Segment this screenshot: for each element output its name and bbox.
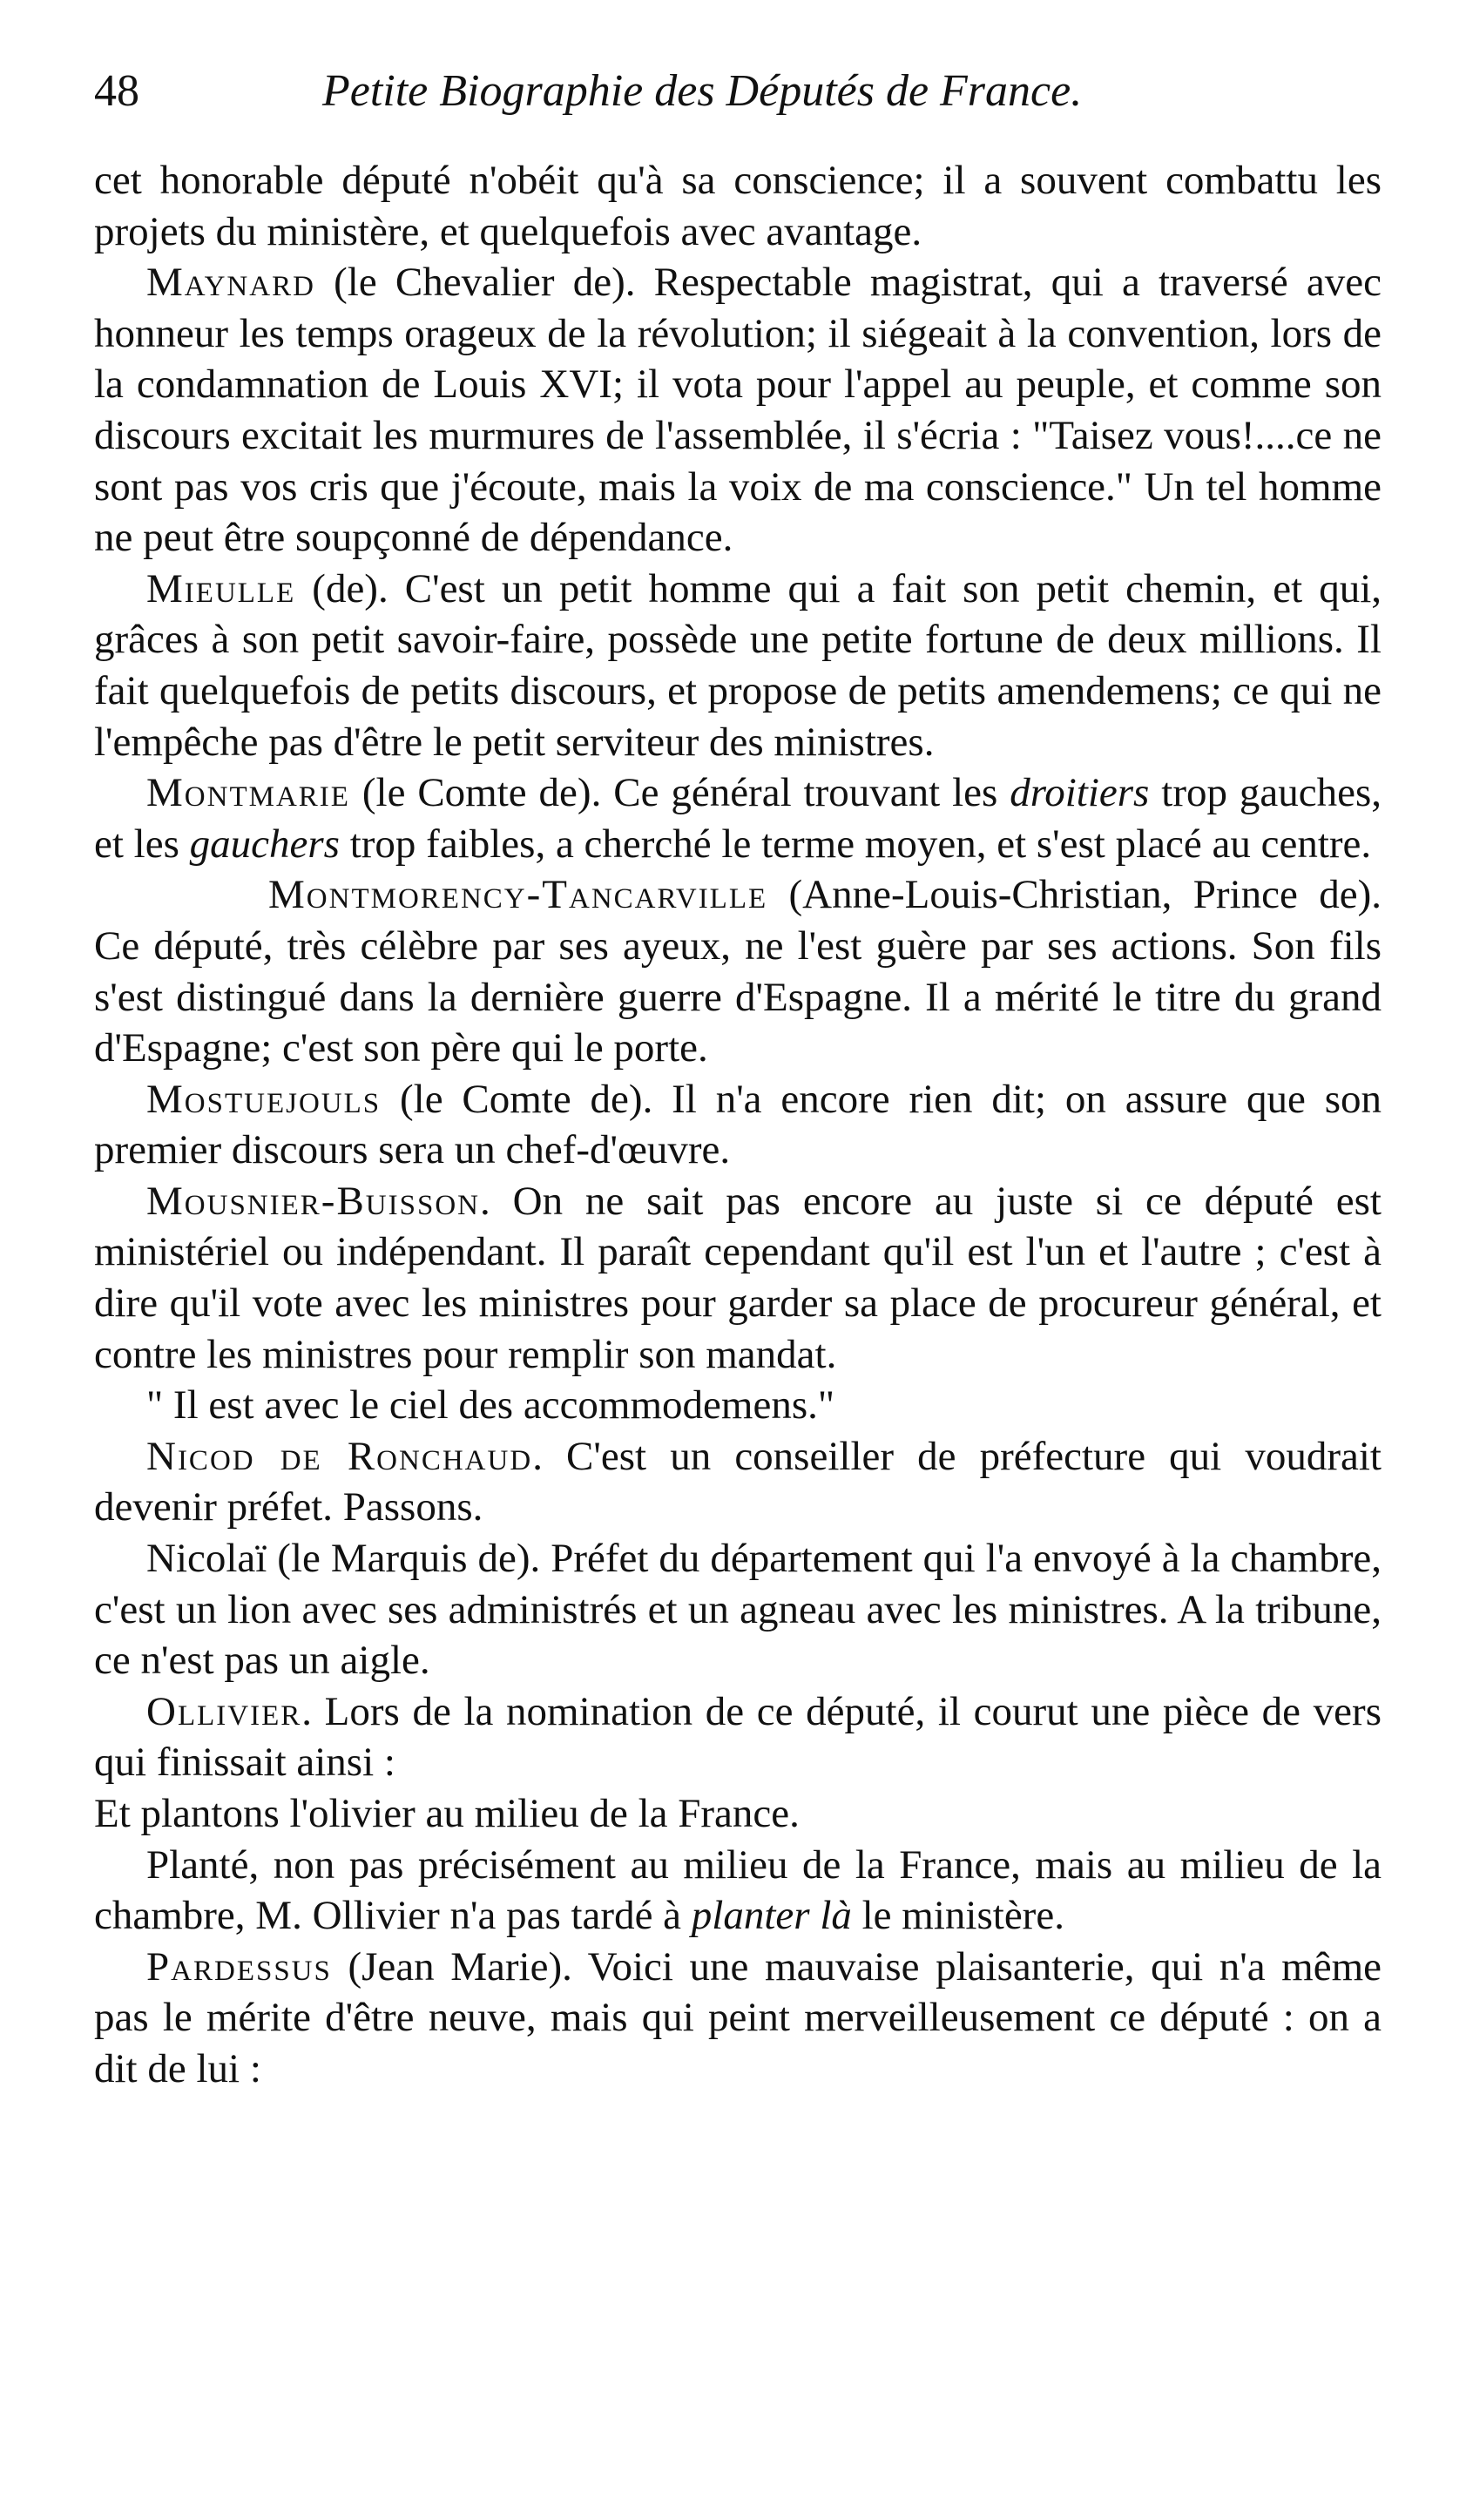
running-title: Petite Biographie des Députés de France. <box>322 66 1083 116</box>
entry-text: . C'est un conseiller de préfecture qui voudrait devenir préfet. Passons. <box>94 1433 1382 1530</box>
entry-nicod <box>94 1431 1382 1533</box>
entry-text: (Anne-Louis-Christian, Prince de). Ce député, très célèbre par ses ayeux, ne l'est guère par ses actions. Son fils s'est distingué dans la dernière guerre d'Espagne. Il a mérité le titre du grand d'Espagne; c'est son père qui le porte. <box>94 872 1382 1071</box>
verse-text: Et plantons l'olivier au milieu de la France. <box>94 1791 800 1836</box>
italic-term: gauchers <box>189 821 340 867</box>
deputy-name: Montmorency-Tancarville <box>268 872 768 918</box>
page-header <box>94 52 1366 131</box>
entry-text: trop faibles, a cherché le terme moyen, et s'est placé au centre. <box>339 821 1372 867</box>
paragraph-continuation <box>94 155 1382 257</box>
deputy-name: Ollivier <box>146 1688 302 1734</box>
entry-mostuejouls <box>94 1074 1382 1176</box>
entry-montmarie <box>94 767 1382 869</box>
quotation-text: " Il est avec le ciel des accommodemens." <box>146 1382 835 1429</box>
deputy-name: Mieulle <box>146 565 296 611</box>
entry-maynard <box>94 257 1382 564</box>
entry-text: Planté, non pas précisément au milieu de la France, mais au milieu de la chambre, M. Ollivier n'a pas tardé à <box>94 1841 1382 1939</box>
entry-text: . Lors de la nomination de ce député, il courut une pièce de vers qui finissait ainsi : <box>94 1688 1382 1786</box>
paragraph-text: cet honorable député n'obéit qu'à sa conscience; il a souvent combattu les projets du ministère, et quelquefois avec avantage. <box>94 158 1382 254</box>
verse-line <box>94 1788 1382 1840</box>
entry-nicolai <box>94 1533 1382 1686</box>
deputy-name: Nicod de Ronchaud <box>146 1433 533 1479</box>
entry-mieulle <box>94 564 1382 767</box>
body-text <box>94 155 1382 2095</box>
deputy-name: Mousnier-Buisson <box>146 1178 480 1224</box>
entry-montmorency <box>94 869 1382 1073</box>
entry-plante <box>94 1840 1382 1942</box>
entry-text: (le Chevalier de). Respectable magistrat, qui a traversé avec honneur les temps orageux de la révolution; il siégeait à la convention, lors de la condamnation de Louis XVI; il vota pour l'appel au peuple, et comme son discours excitait les murmures de l'assemblée, il s'écria : "Taisez vous!....ce ne sont pas vos cris que j'écoute, mais la voix de ma conscience." Un tel homme ne peut être soupçonné de dépendance. <box>94 260 1382 561</box>
entry-pardessus <box>94 1942 1382 2095</box>
entry-text: (le Comte de). Ce général trouvant les <box>349 770 1010 816</box>
deputy-name: Mostuejouls <box>146 1076 382 1122</box>
entry-text: . On ne sait pas encore au juste si ce député est ministériel ou indépendant. Il paraît cependant qu'il est l'un et l'autre ; c'est à dire qu'il vote avec les ministres pour garder sa place de procureur général, et contre les ministres pour remplir son mandat. <box>94 1178 1382 1377</box>
entry-text: trop gauches, et les <box>94 770 1382 867</box>
quotation-line <box>94 1380 1382 1431</box>
deputy-name: Montmarie <box>146 770 350 816</box>
entry-ollivier <box>94 1686 1382 1788</box>
entry-text: le ministère. <box>851 1893 1064 1939</box>
entry-mousnier <box>94 1176 1382 1380</box>
page-number: 48 <box>94 66 139 116</box>
entry-text: (le Comte de). Il n'a encore rien dit; on assure que son premier discours sera un chef-d'œuvre. <box>94 1076 1382 1173</box>
deputy-name: Pardessus <box>146 1943 332 1990</box>
entry-text: (de). C'est un petit homme qui a fait son petit chemin, et qui, grâces à son petit savoir-faire, possède une petite fortune de deux millions. Il fait quelquefois de petits discours, et propose de petits amendemens; ce qui ne l'empêche pas d'être le petit serviteur des ministres. <box>94 565 1382 765</box>
italic-term: droitiers <box>1010 770 1150 816</box>
entry-text: Nicolaï (le Marquis de). Préfet du département qui l'a envoyé à la chambre, c'est un lion avec ses administrés et un agneau avec les ministres. A la tribune, ce n'est pas un aigle. <box>94 1536 1382 1684</box>
italic-term: planter là <box>691 1893 852 1939</box>
entry-text: (Jean Marie). Voici une mauvaise plaisanterie, qui n'a même pas le mérite d'être neuve, mais qui peint merveilleusement ce député : on a dit de lui : <box>94 1943 1382 2091</box>
deputy-name: Maynard <box>146 260 315 306</box>
